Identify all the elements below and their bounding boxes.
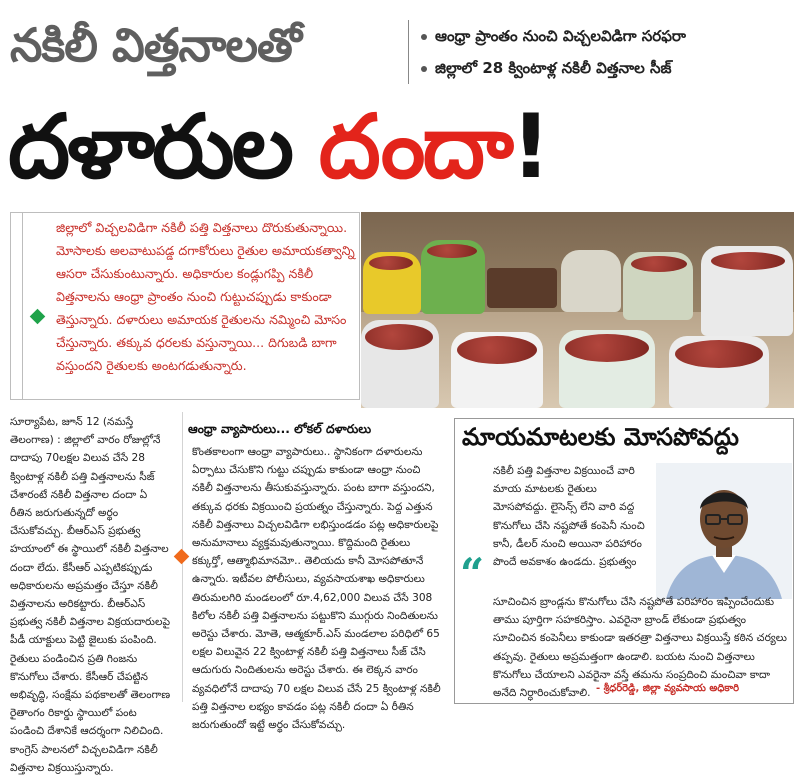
kicker-heading: నకిలీ విత్తనాలతో — [10, 18, 301, 72]
article-column-2 — [192, 443, 442, 734]
summary-bullet: జిల్లాలో 28 క్వింటాళ్ల నకిలీ విత్తనాల సీజ్ — [421, 52, 793, 84]
subheading: ఆంధ్రా వ్యాపారులు... లోకల్ దళారులు — [188, 422, 372, 436]
sidebar-text-top: నకిలీ పత్తి విత్తనాల విక్రయించే వారి మాయ మాటలకు రైతులు మోసపోవద్దు. లైసెన్స్ లేని వారి వద్ద కొనుగోలు చేసి నష్టపోతే కంపెనీ నుంచి కానీ, డీలర్ నుంచి అయినా పరిహారం పొందే అవకాశం ఉండదు. ప్రభుత్వం — [493, 465, 645, 569]
quote-signature: - శ్రీధర్‌రెడ్డి, జిల్లా వ్యవసాయ అధికారి — [596, 683, 739, 694]
column-2-text: కొంతకాలంగా ఆంధ్రా వ్యాపారులు.. స్థానికంగా దళారులను ఏర్పాటు చేసుకొని గుట్టు చప్పుడు కాకుండా ఆంధ్రా నుంచి నకిలీ విత్తనాలను తీసుకువస్తున్నారు. పంట బాగా వస్తుందని, తక్కువ ధరకు విక్రయించి ప్రయత్నం చేస్తున్నారు. పెద్ద ఎత్తున నకిలీ విత్తనాలు విచ్చలవిడిగా లభిస్తుండడం పట్ల అధికారులపై అనుమానాలు వ్యక్తమవుతున్నాయి. కొద్దిమంది రైతులు కక్కుర్తో, ఆత్మాభిమానమో.. తెలియదు కానీ మోసపోతూనే ఉన్నారు. ఇటీవల పోలీసులు, వ్యవసాయశాఖ అధికారులు తిరుమలగిరి మండలంలో రూ.4,62,000 విలువ చేసే 308 కిలోల నకిలీ పత్తి విత్తనాలను పట్టుకొని ముగ్గురు నిందితులను అరెస్టు చేశారు. మోతె, ఆత్మకూర్.ఎస్ మండలాల పరిధిలో 65 లక్షల విలువైన 22 క్వింటాళ్ల నకిలీ పత్తి విత్తనాలు సీజ్ చేసి ఆదుగురు నిందితులను అరెస్టు చేశారు. ఈ లెక్కన వారం వ్యవధిలోనే దాదాపు 70 లక్షల విలువ చేసే 25 క్వింటాళ్ల నకిలీ పత్తి విత్తనాల లభ్యం కావడం పట్ల నకిలీ దందా ఏ రీతిన జరుగుతుందో ఇట్టే అర్థం చేసుకోవచ్చు. — [192, 446, 441, 732]
sidebar-text-bottom: సూచించిన బ్రాండ్లను కొనుగోలు చేసి నష్టపోతే పరిహారం ఇప్పించేందుకు తాము పూర్తిగా సహకరిస్తాం. ఎవరైనా బ్రాండ్ లేకుండా ప్రభుత్వం సూచించిన కంపెనీలు కాకుండా ఇతరత్రా విత్తనాలు విక్రయిస్తే కఠిన చర్యలు తప్పవు. రైతులు అప్రమత్తంగా ఉండాలి. బయట నుంచి విత్తనాలు కొనుగోలు చేయాలని ఎవరైనా వస్తే తమను సంప్రదించి మంచివా కాదా అనేది నిర్ధారించుకోవాలి. — [493, 596, 787, 700]
summary-bullets — [408, 20, 793, 84]
official-portrait — [656, 463, 792, 599]
orange-diamond-icon — [174, 549, 190, 565]
column-1-text: సూర్యాపేట, జూన్ 12 (నమస్తే తెలంగాణ) : జిల్లాలో వారం రోజుల్లోనే దాదాపు 70లక్షల విలువ చేసే 28 క్వింటాళ్ల నకిలీ పత్తి విత్తనాలను సీజ్ చేశారంటే నకిలీ విత్తనాల దందా ఏ రీతిన జరుగుతున్నదో అర్థం చేసుకోవచ్చు. బీఆర్ఎస్ ప్రభుత్వ హయాంలో ఈ స్థాయిలో నకిలీ విత్తనాల దందా లేదు. కేసీఆర్ ఎప్పటికప్పుడు అధికారులను అప్రమత్తం చేస్తూ నకిలీ విత్తనాలను అరికట్టారు. బీఆర్ఎస్ ప్రభుత్వ నకిలీ విత్తనాల విక్రయదారులపై పీడీ యాక్టులు పెట్టి జైలుకు పంపింది. రైతులు పండించిన ప్రతి గింజను కొనుగోలు చేశారు. కేసీఆర్ చేపట్టిన అభివృద్ధి, సంక్షేమ పథకాలతో తెలంగాణ రైతాంగం రికార్డు స్థాయిలో పంట పండించి దేశానికే ఆదర్శంగా నిలిచింది. కాంగ్రెస్ పాలనలో విచ్చలవిడిగా నకిలీ విత్తనాల విక్రయిస్తున్నారు. — [10, 416, 171, 774]
bullet-dot-icon — [421, 34, 427, 40]
intro-paragraph: జిల్లాలో విచ్చలవిడిగా నకిలీ పత్తి విత్తనాలు దొరుకుతున్నాయి. మోసాలకు అలవాటుపడ్డ దగాకోరులు రైతుల అమాయకత్వాన్ని ఆసరా చేసుకుంటున్నారు. అధికారుల కండ్లుగప్పి నకిలీ విత్తనాలను ఆంధ్రా ప్రాంతం నుంచి గుట్టుచప్పుడు కాకుండా తెస్తున్నారు. దళారులు అమాయక రైతులను నమ్మించి మోసం చేస్తున్నారు. తక్కువ ధరలకు వస్తున్నాయి... దిగుబడి బాగా వస్తుందని రైతులకు అంటగడుతున్నారు. — [56, 220, 355, 373]
bullet-dot-icon — [421, 66, 427, 72]
intro-rule — [22, 212, 23, 400]
main-headline: దళారుల దందా! — [8, 95, 549, 198]
article-header — [0, 0, 800, 200]
quote-mark-icon: “ — [460, 549, 485, 598]
sidebar-title: మాయమాటలకు మోసపోవద్దు — [462, 423, 739, 451]
seed-bags-photo — [361, 212, 794, 408]
summary-bullet: ఆంధ్రా ప్రాంతం నుంచి విచ్చలవిడిగా సరఫరా — [421, 20, 793, 52]
article-column-1 — [10, 413, 172, 777]
